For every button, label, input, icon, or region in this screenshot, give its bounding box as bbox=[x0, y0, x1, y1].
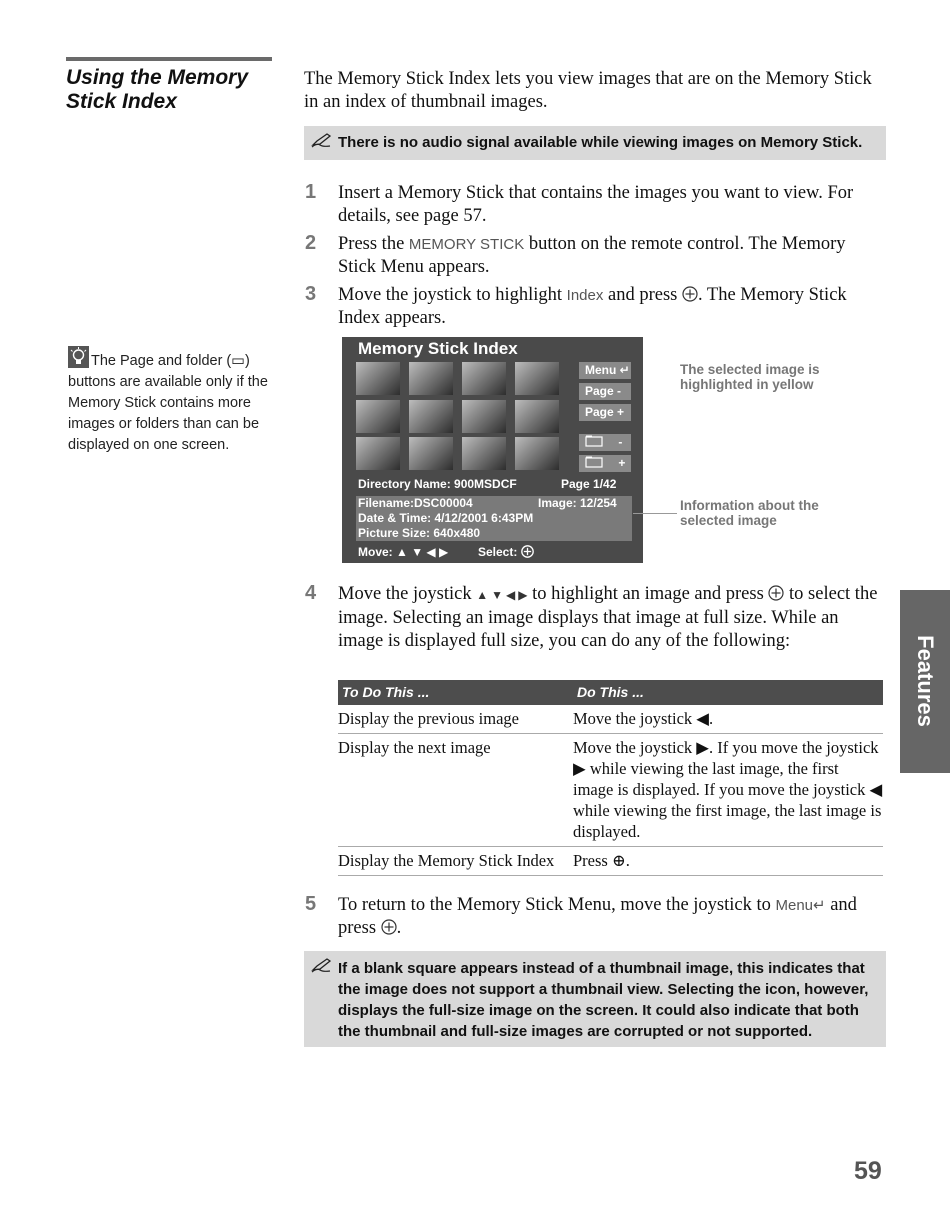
step-2-text bbox=[338, 233, 886, 279]
note-box-top bbox=[304, 126, 886, 160]
step-5-end: . bbox=[396, 918, 402, 938]
step-4-number: 4 bbox=[305, 582, 317, 604]
directory-name: Directory Name: 900MSDCF bbox=[358, 477, 517, 491]
page-minus-button[interactable]: Page - bbox=[579, 383, 631, 400]
thumbnail[interactable] bbox=[462, 362, 506, 395]
folder-minus-button[interactable] bbox=[579, 434, 631, 451]
note-top-text: There is no audio signal available while viewing images on Memory Stick. bbox=[338, 134, 863, 151]
thumbnail[interactable] bbox=[515, 437, 559, 470]
folder-icon bbox=[585, 435, 603, 447]
table-header-todo: To Do This ... bbox=[338, 680, 573, 705]
thumbnail[interactable] bbox=[356, 362, 400, 395]
step-4-text bbox=[338, 583, 886, 653]
picture-size: Picture Size: 640x480 bbox=[358, 526, 481, 540]
menu-button[interactable]: Menu ↵ bbox=[579, 362, 631, 379]
tip-box bbox=[68, 346, 273, 456]
joystick-press-icon bbox=[381, 919, 397, 935]
thumbnail[interactable] bbox=[462, 437, 506, 470]
table-cell-action: Display the Memory Stick Index bbox=[338, 847, 573, 876]
table-row bbox=[338, 734, 883, 847]
step-3-number: 3 bbox=[305, 283, 317, 305]
lightbulb-icon bbox=[68, 346, 89, 368]
thumbnail[interactable] bbox=[462, 400, 506, 433]
folder-icon bbox=[585, 456, 603, 468]
table-header-dothis: Do This ... bbox=[573, 680, 883, 705]
step-3-text bbox=[338, 284, 886, 330]
screen-title: Memory Stick Index bbox=[358, 339, 518, 358]
thumbnail[interactable] bbox=[409, 437, 453, 470]
tip-text: The Page and folder (▭) buttons are available only if the Memory Stick contains more images or folders than can be displayed on one screen. bbox=[68, 353, 268, 453]
note-pen-icon bbox=[311, 132, 333, 148]
features-side-tab bbox=[900, 590, 950, 773]
step-2-post: button on the remote control. The Memory Stick Menu appears. bbox=[338, 234, 846, 277]
actions-table bbox=[338, 680, 883, 876]
select-label: Select: bbox=[478, 545, 518, 559]
folder-plus-label: + bbox=[618, 456, 626, 470]
step-5-text bbox=[338, 894, 886, 940]
intro-paragraph: The Memory Stick Index lets you view images that are on the Memory Stick in an index of thumbnail images. bbox=[304, 69, 872, 112]
menu-label: Menu↵ bbox=[775, 897, 826, 914]
page-plus-button[interactable]: Page + bbox=[579, 404, 631, 421]
callout-leader-line bbox=[633, 513, 677, 514]
note-pen-icon bbox=[311, 957, 333, 973]
thumbnail[interactable] bbox=[356, 437, 400, 470]
joystick-press-icon bbox=[768, 585, 784, 601]
step-2-number: 2 bbox=[305, 232, 317, 254]
memory-stick-index-screen bbox=[342, 337, 643, 563]
step-5-pre: To return to the Memory Stick Menu, move the joystick to bbox=[338, 895, 771, 915]
heading-rule bbox=[66, 57, 272, 61]
index-label: Index bbox=[566, 287, 604, 304]
table-cell-how: Move the joystick ◀. bbox=[573, 705, 883, 734]
note-bottom-text: If a blank square appears instead of a thumbnail image, this indicates that the image does not support a thumbnail view. Selecting the icon, however, displays the full-size image on the screen. It could also indicate that both the thumbnail and full-size images are corrupted or not supported. bbox=[338, 960, 869, 1040]
thumbnail[interactable] bbox=[409, 400, 453, 433]
table-cell-how: Press ⊕. bbox=[573, 847, 883, 876]
side-tab-label: Features bbox=[913, 635, 938, 727]
step-1-number: 1 bbox=[305, 181, 317, 203]
table-row bbox=[338, 705, 883, 734]
table-cell-how: Move the joystick ▶. If you move the joystick ▶ while viewing the last image, the first image is displayed. If you move the joystick ◀ while viewing the first image, the last image is displayed. bbox=[573, 734, 883, 847]
table-row bbox=[338, 847, 883, 876]
date-time: Date & Time: 4/12/2001 6:43PM bbox=[358, 511, 534, 525]
step-5-number: 5 bbox=[305, 893, 317, 915]
table-header-row bbox=[338, 680, 883, 705]
thumbnail[interactable] bbox=[515, 362, 559, 395]
folder-minus-label: - bbox=[618, 435, 623, 449]
filename: Filename:DSC00004 bbox=[358, 496, 473, 510]
thumbnail[interactable] bbox=[515, 400, 559, 433]
step-1-text: Insert a Memory Stick that contains the images you want to view. For details, see page 57. bbox=[338, 183, 854, 226]
section-title: Using the Memory Stick Index bbox=[66, 66, 249, 113]
step-3-mid: and press bbox=[608, 285, 678, 305]
joystick-arrows-icon: ▲ ▼ ◀ ▶ bbox=[476, 588, 528, 602]
table-cell-action: Display the previous image bbox=[338, 705, 573, 734]
step-4-post: to highlight an image and press bbox=[532, 584, 764, 604]
select-icon bbox=[521, 545, 534, 558]
thumbnail[interactable] bbox=[409, 362, 453, 395]
step-4-pre: Move the joystick bbox=[338, 584, 472, 604]
step-4-post2: to select the image. Selecting an image displays that image at full size. While an image is displayed full size, you can do any of the following: bbox=[338, 584, 878, 651]
callout-selected: The selected image is highlighted in yellow bbox=[680, 362, 820, 392]
image-count: Image: 12/254 bbox=[538, 496, 617, 510]
folder-plus-button[interactable] bbox=[579, 455, 631, 472]
select-hint bbox=[478, 545, 534, 559]
joystick-press-icon bbox=[682, 286, 698, 302]
step-3-post: . The Memory Stick Index appears. bbox=[338, 285, 847, 328]
thumbnail[interactable] bbox=[356, 400, 400, 433]
image-info-panel bbox=[356, 496, 632, 541]
page-indicator: Page 1/42 bbox=[561, 477, 617, 491]
table-cell-action: Display the next image bbox=[338, 734, 573, 847]
memory-stick-button-label: MEMORY STICK bbox=[408, 236, 525, 253]
page-number: 59 bbox=[854, 1157, 882, 1185]
step-2-pre: Press the bbox=[338, 234, 405, 254]
callout-info: Information about the selected image bbox=[680, 498, 819, 528]
note-box-bottom bbox=[304, 951, 886, 1047]
move-hint: Move: ▲ ▼ ◀ ▶ bbox=[358, 545, 449, 559]
step-3-pre: Move the joystick to highlight bbox=[338, 285, 563, 305]
step-5-post: and press bbox=[338, 895, 857, 938]
